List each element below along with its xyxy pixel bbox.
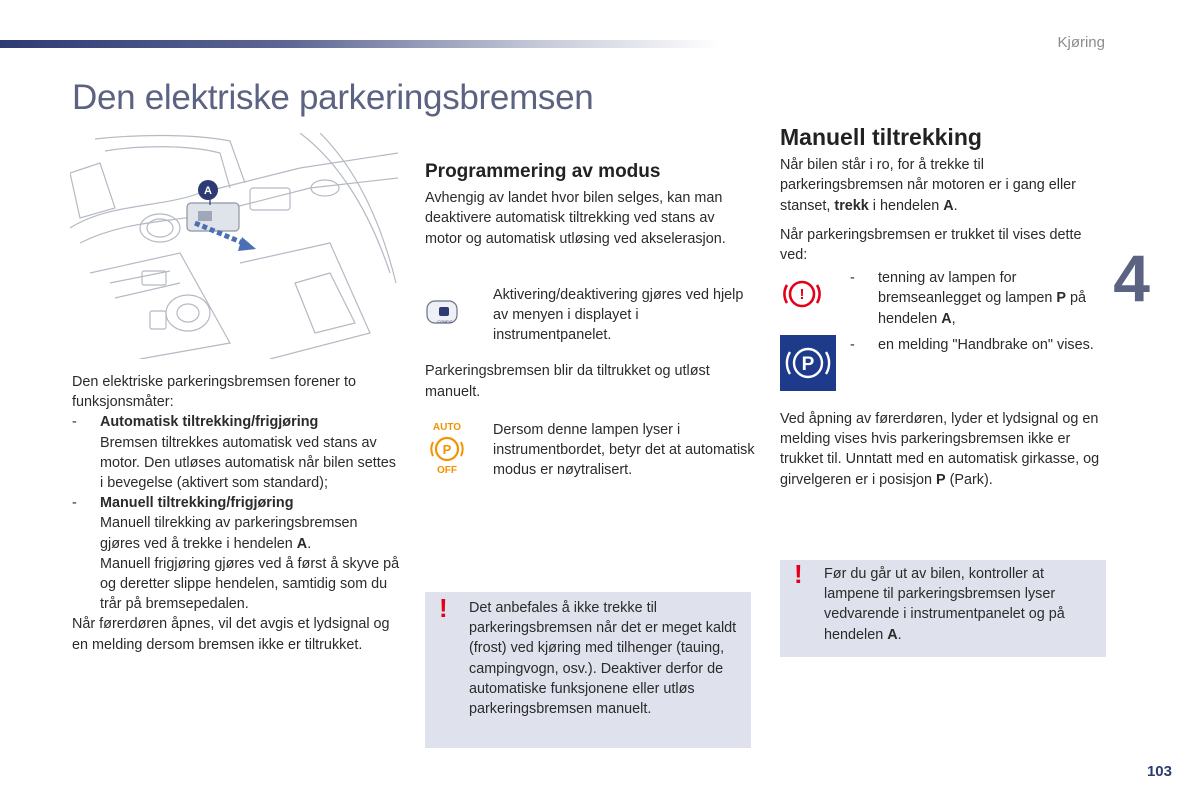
config-row — [425, 285, 755, 346]
section-label: Kjøring — [1057, 34, 1105, 51]
stalk-label: CONFIG — [437, 318, 453, 324]
manual-intro: Når bilen står i ro, for å trekke til parkeringsbremsen når motoren er i gang eller stanset, trekk i hendelen A. — [780, 157, 1076, 214]
park-lamp-row — [780, 335, 1110, 397]
auto-off-icon — [425, 420, 493, 482]
auto-off-text: Dersom denne lampen lyser i instrumentbordet, betyr det at automatisk modus er nøytralisert. — [493, 421, 755, 479]
programming-heading: Programmering av modus — [425, 161, 661, 182]
list-item-automatic: - Automatisk tiltrekking/frigjøring Bremsen tiltrekkes automatisk ved stans av motor. Den utløses automatisk når bilen settes i bevegelse (aktivert som standard); — [72, 412, 400, 493]
warning-text: Før du går ut av bilen, kontroller at lampene til parkeringsbremsen lyser vedvarende i instrumentpanelet og på hendelen A. — [824, 566, 1065, 643]
right-column — [780, 124, 1110, 499]
door-open-text: Ved åpning av førerdøren, lyder et lydsignal og en melding vises hvis parkeringsbremsen ikke er trukket til. Unntatt med en automatisk girkasse, og girvelgeren er i posisjon P (Park). — [780, 411, 1100, 488]
list-item-title: Manuell tiltrekking/frigjøring — [100, 495, 294, 512]
chapter-number: 4 — [1113, 241, 1150, 315]
manual-text: Parkeringsbremsen blir da tiltrukket og utløst manuelt. — [425, 363, 710, 400]
middle-column — [425, 162, 755, 482]
brake-lamp-row — [780, 268, 1110, 329]
svg-text:P: P — [801, 353, 815, 375]
brake-warning-icon — [780, 268, 850, 318]
brake-lamp-item: - tenning av lampen for bremseanlegget og lampen P på hendelen A, — [850, 270, 1087, 327]
outro-text: Når førerdøren åpnes, vil det avgis et lydsignal og en melding dersom bremsen ikke er tiltrukket. — [72, 616, 390, 653]
intro-text: Den elektriske parkeringsbremsen forener to funksjonsmåter: — [72, 374, 356, 411]
auto-off-row — [425, 420, 755, 482]
steering-stalk-icon — [425, 285, 493, 333]
list-item-body: Bremsen tiltrekkes automatisk ved stans av motor. Den utløses automatisk når bilen settes i bevegelse (aktivert som standard); — [100, 434, 396, 492]
programming-text: Avhengig av landet hvor bilen selges, kan man deaktivere automatisk tiltrekking ved stans av motor og automatisk utløsing ved akselerasjon. — [425, 190, 726, 247]
manual-heading: Manuell tiltrekking — [780, 124, 982, 150]
svg-text:!: ! — [799, 286, 805, 304]
svg-text:OFF: OFF — [437, 464, 457, 476]
header-bar — [0, 40, 720, 48]
list-item-body: Manuell tilrekking av parkeringsbremsen gjøres ved å trekke i hendelen A. — [100, 515, 358, 552]
page-number: 103 — [1146, 763, 1172, 780]
page-title: Den elektriske parkeringsbremsen — [72, 78, 594, 117]
park-brake-icon — [780, 335, 850, 397]
warning-box-exit — [780, 560, 1106, 657]
svg-text:AUTO: AUTO — [432, 421, 462, 433]
list-item-body-2: Manuell frigjøring gjøres ved å først å skyve på og deretter slippe hendelen, samtidig som du trår på bremsepedalen. — [100, 555, 400, 613]
list-item-manual: - Manuell tiltrekking/frigjøring Manuell tilrekking av parkeringsbremsen gjøres ved å trekke i hendelen A. Manuell frigjøring gjøres ved å først å skyve på og deretter slippe hendelen, samtidig som du trår på bremsepedalen. — [72, 493, 400, 614]
console-illustration — [70, 133, 398, 359]
callout-a: A — [204, 185, 212, 197]
left-column — [72, 372, 400, 664]
indication-text: Når parkeringsbremsen er trukket til vises dette ved: — [780, 226, 1082, 264]
warning-icon: ! — [794, 559, 803, 589]
warning-icon: ! — [439, 593, 448, 623]
svg-text:P: P — [442, 441, 452, 457]
handbrake-message-item: - en melding "Handbrake on" vises. — [850, 336, 1094, 353]
list-item-title: Automatisk tiltrekking/frigjøring — [100, 414, 319, 431]
warning-box-cold — [425, 592, 751, 748]
warning-text: Det anbefales å ikke trekke til parkeringsbremsen når det er meget kaldt (frost) ved kjøring med tilhenger (tauing, campingvogn, osv.). Deaktiver derfor de automatiske funksjonene eller utløs parkeringsbremsen manuelt. — [469, 600, 737, 718]
config-text: Aktivering/deaktivering gjøres ved hjelp av menyen i displayet i instrumentpanelet. — [493, 286, 744, 344]
